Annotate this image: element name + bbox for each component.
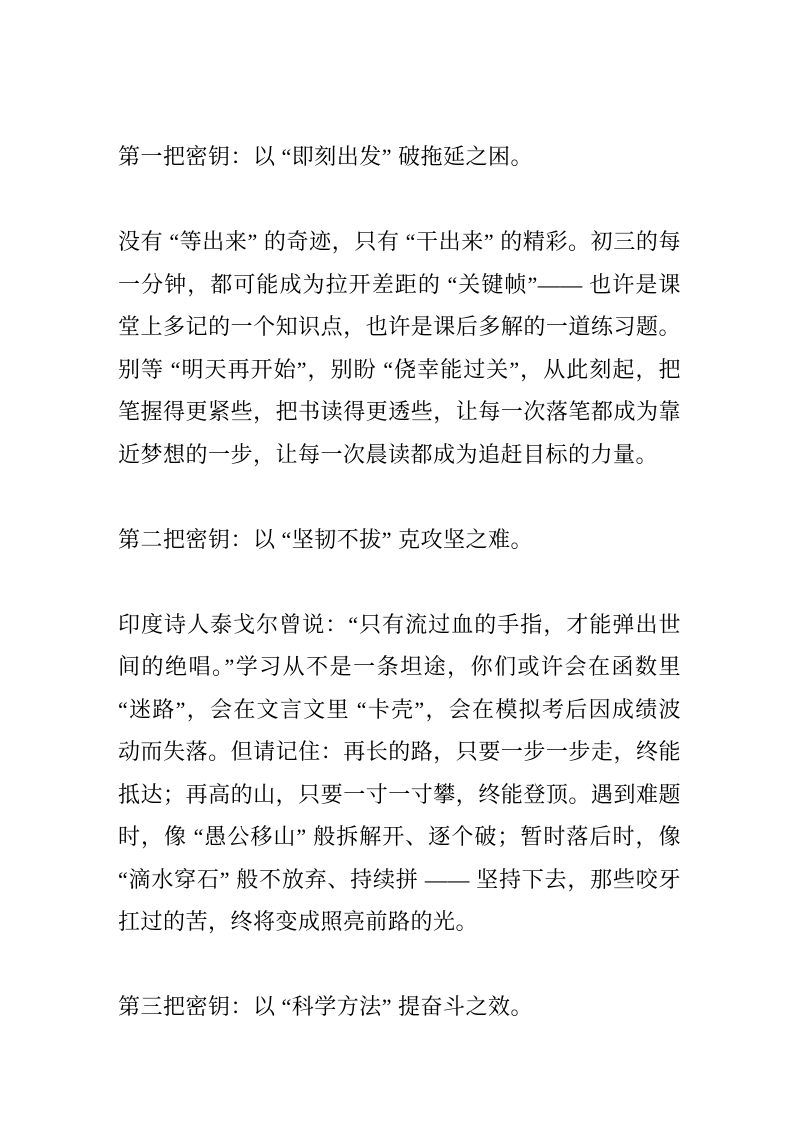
section-paragraph-2: 印度诗人泰戈尔曾说：“只有流过血的手指，才能弹出世间的绝唱。”学习从不是一条坦途，你们或许会在函数里 “迷路”，会在文言文里 “卡壳”，会在模拟考后因成绩波动而失落。但请记住：再长的路，只要一步一步走，终能抵达；再高的山，只要一寸一寸攀，终能登顶。遇到难题时，像 “愚公移山” 般拆解开、逐个破；暂时落后时，像 “滴水穿石” 般不放弃、持续拼 —— 坚持下去，那些咬牙扛过的苦，终将变成照亮前路的光。 [118,611,681,934]
section-paragraph-1: 没有 “等出来” 的奇迹，只有 “干出来” 的精彩。初三的每一分钟，都可能成为拉开差距的 “关键帧”—— 也许是课堂上多记的一个知识点，也许是课后多解的一道练习题。别等 “明天再开始”，别盼 “侥幸能过关”，从此刻起，把笔握得更紧些，把书读得更透些，让每一次落笔都成为靠近梦想的一步，让每一次晨读都成为追赶目标的力量。 [118,229,681,467]
section-heading-1: 第一把密钥：以 “即刻出发” 破拖延之困。 [118,144,534,169]
section-heading-3: 第三把密钥：以 “科学方法” 提奋斗之效。 [118,994,534,1019]
section-heading-2: 第二把密钥：以 “坚韧不拔” 克攻坚之难。 [118,526,534,552]
document-content [118,136,681,1029]
